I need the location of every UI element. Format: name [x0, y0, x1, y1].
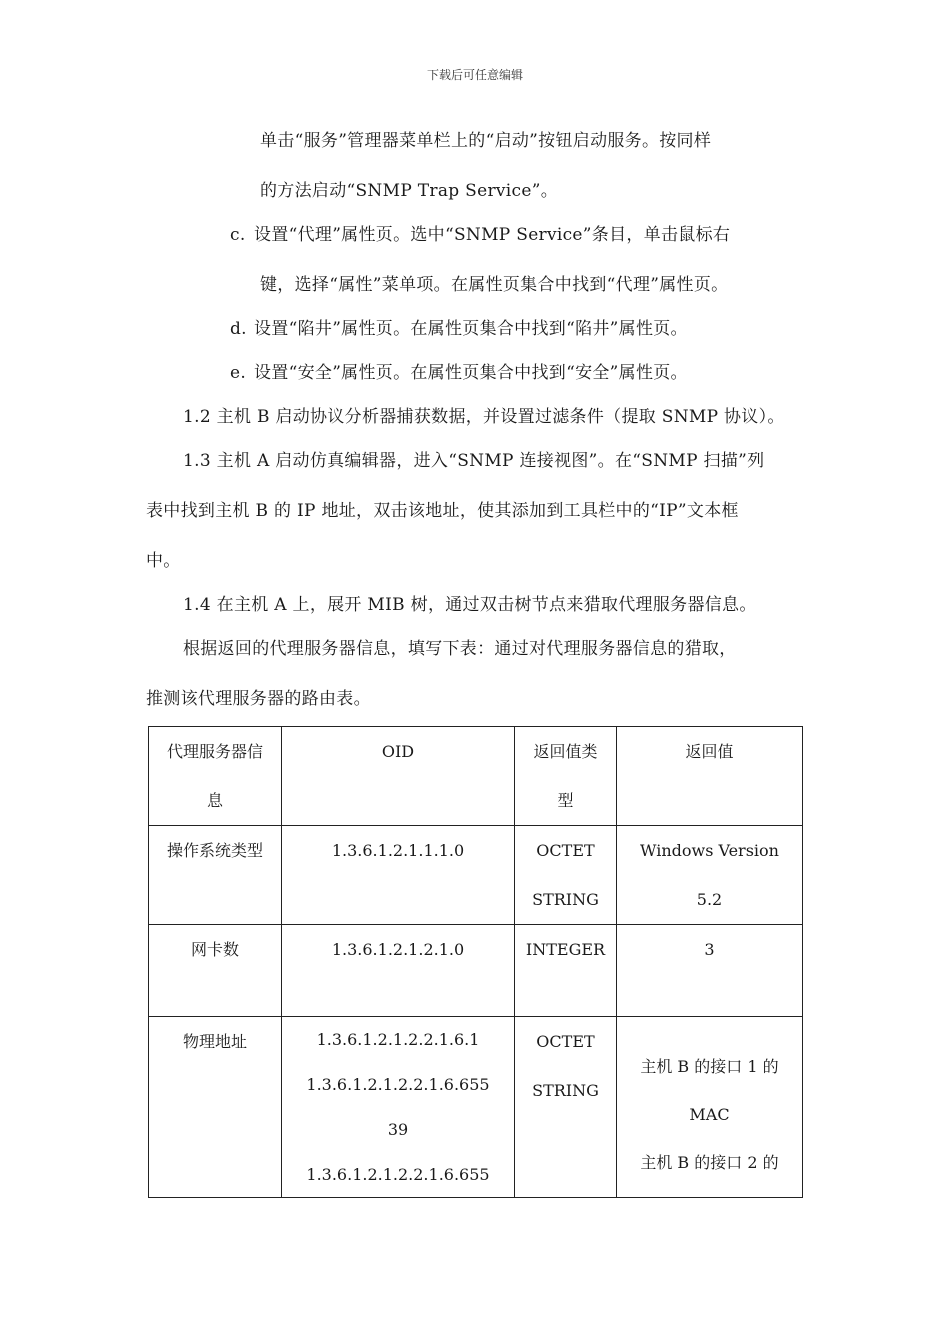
cell-text: 1.3.6.1.2.1.2.2.1.6.1: [316, 1030, 480, 1049]
table-row: [149, 925, 803, 1017]
cell-text: Windows Version: [640, 841, 779, 860]
cell-text: 1.3.6.1.2.1.2.2.1.6.655: [306, 1075, 490, 1094]
list-item-e: [230, 358, 688, 383]
step-1-2: 1.2 主机 B 启动协议分析器捕获数据，并设置过滤条件（提取 SNMP 协议）。: [183, 407, 785, 427]
table-cell: 物理地址: [149, 1017, 282, 1198]
table-cell: [515, 826, 617, 925]
table-row: [149, 1017, 803, 1198]
table-cell: [515, 1017, 617, 1198]
table-cell: 网卡数: [149, 925, 282, 1017]
header-text: 型: [557, 791, 574, 810]
cell-text: 5.2: [696, 890, 723, 909]
paragraph-line: 键，选择“属性”菜单项。在属性页集合中找到“代理”属性页。: [260, 275, 729, 295]
table-header-cell: 返回值: [617, 727, 803, 826]
list-marker: d.: [230, 319, 247, 339]
cell-text: 主机 B 的接口 1 的: [640, 1057, 779, 1076]
list-item-text: 设置“代理”属性页。选中“SNMP Service”条目，单击鼠标右: [254, 225, 731, 245]
cell-text: 39: [387, 1120, 409, 1139]
cell-text: OCTET: [536, 1032, 595, 1051]
paragraph-line: 推测该代理服务器的路由表。: [146, 689, 371, 709]
table-row: [149, 826, 803, 925]
table-cell: INTEGER: [515, 925, 617, 1017]
cell-text: STRING: [532, 890, 599, 909]
paragraph-line: 中。: [146, 551, 181, 571]
paragraph-line: 根据返回的代理服务器信息，填写下表：通过对代理服务器信息的猎取，: [183, 639, 737, 659]
page-header: 下载后可任意编辑: [426, 68, 523, 82]
cell-text: 1.3.6.1.2.1.2.2.1.6.655: [306, 1165, 490, 1184]
cell-text: STRING: [532, 1081, 599, 1100]
cell-text: OCTET: [536, 841, 595, 860]
table-cell: 操作系统类型: [149, 826, 282, 925]
paragraph-line: 的方法启动“SNMP Trap Service”。: [260, 181, 558, 201]
header-text: 代理服务器信: [166, 742, 263, 761]
header-text: 返回值类: [533, 742, 598, 761]
step-1-4: 1.4 在主机 A 上，展开 MIB 树，通过双击树节点来猎取代理服务器信息。: [183, 595, 757, 615]
table-header-cell: [515, 727, 617, 826]
list-item-text: 设置“陷井”属性页。在属性页集合中找到“陷井”属性页。: [254, 319, 688, 339]
paragraph-line: 表中找到主机 B 的 IP 地址，双击该地址，使其添加到工具栏中的“IP”文本框: [146, 501, 739, 521]
table-cell: [617, 826, 803, 925]
list-item-c: [230, 220, 730, 245]
table-header-cell: [149, 727, 282, 826]
step-1-3: 1.3 主机 A 启动仿真编辑器，进入“SNMP 连接视图”。在“SNMP 扫描”列: [183, 451, 765, 471]
cell-text: MAC: [689, 1105, 730, 1124]
list-marker: c.: [230, 225, 246, 245]
list-item-d: [230, 314, 688, 339]
list-marker: e.: [230, 363, 247, 383]
table-cell: 1.3.6.1.2.1.2.1.0: [282, 925, 515, 1017]
table-cell: 3: [617, 925, 803, 1017]
cell-text: 主机 B 的接口 2 的: [640, 1153, 779, 1172]
table-header-row: [149, 727, 803, 826]
paragraph-line: 单击“服务”管理器菜单栏上的“启动”按钮启动服务。按同样: [260, 131, 712, 151]
table-header-cell: OID: [282, 727, 515, 826]
table-cell: [617, 1017, 803, 1198]
table-cell: [282, 1017, 515, 1198]
agent-info-table: [148, 726, 803, 1198]
header-text: 息: [206, 791, 223, 810]
table-cell: 1.3.6.1.2.1.1.1.0: [282, 826, 515, 925]
list-item-text: 设置“安全”属性页。在属性页集合中找到“安全”属性页。: [254, 363, 688, 383]
